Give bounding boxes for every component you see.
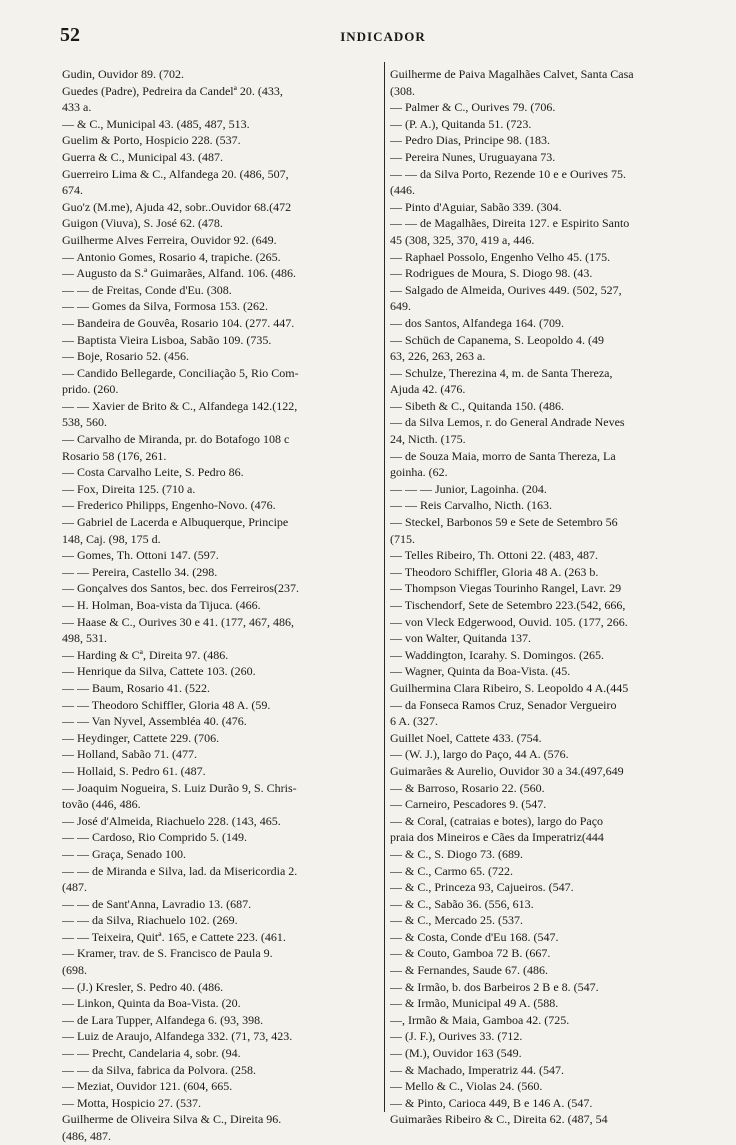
directory-entry-line: — & Barroso, Rosario 22. (560.: [390, 780, 545, 795]
directory-entry-line: (446.: [390, 183, 415, 198]
directory-entry-line: — von Walter, Quitanda 137.: [390, 631, 531, 646]
directory-entry-line: — Pereira Nunes, Uruguayana 73.: [390, 149, 556, 164]
directory-entry-line: Ajuda 42. (476.: [390, 382, 466, 397]
directory-entry-line: — Theodoro Schiffler, Gloria 48 A. (263 b.: [390, 564, 599, 579]
directory-entry-line: Guimarães & Aurelio, Ouvidor 30 a 34.(497,649: [390, 763, 624, 778]
directory-entry-line: — Pinto d'Aguiar, Sabão 339. (304.: [390, 199, 562, 214]
directory-entry-line: 148, Caj. (98, 175 d.: [62, 531, 161, 546]
directory-entry-line: — Raphael Possolo, Engenho Velho 45. (175.: [390, 249, 611, 264]
directory-entry-line: Gudin, Ouvidor 89. (702.: [62, 67, 184, 81]
directory-entry-line: Guimarães Ribeiro & C., Direita 62. (487, 54: [390, 1112, 608, 1127]
directory-entry-line: — — de Magalhães, Direita 127. e Espirito Santo: [390, 216, 630, 231]
directory-entry-line: 45 (308, 325, 370, 419 a, 446.: [390, 232, 535, 247]
directory-entry-line: — Heydinger, Cattete 229. (706.: [62, 730, 220, 745]
directory-entry-line: — & Costa, Conde d'Eu 168. (547.: [390, 929, 559, 944]
directory-entry-line: praia dos Mineiros e Cães da Imperatriz(444: [390, 830, 604, 845]
directory-entry-line: — Tischendorf, Sete de Setembro 223.(542, 666,: [390, 598, 626, 612]
directory-entry-line: — Fox, Direita 125. (710 a.: [62, 481, 196, 496]
directory-entry-line: 6 A. (327.: [390, 714, 438, 729]
column-divider: [384, 62, 385, 1112]
directory-entry-line: — Antonio Gomes, Rosario 4, trapiche. (265.: [62, 249, 281, 264]
directory-entry-line: 433 a.: [62, 100, 92, 115]
directory-entry-line: — Candido Bellegarde, Conciliação 5, Rio Com-: [62, 365, 299, 380]
directory-entry-line: — Holland, Sabão 71. (477.: [62, 747, 197, 762]
directory-entry-line: — (M.), Ouvidor 163 (549.: [390, 1046, 522, 1061]
directory-entry-line: — — Baum, Rosario 41. (522.: [62, 680, 210, 695]
directory-entry-line: — Frederico Philipps, Engenho-Novo. (476.: [62, 498, 276, 513]
directory-entry-line: — Waddington, Icarahy. S. Domingos. (265.: [390, 647, 605, 662]
directory-entry-line: — Wagner, Quinta da Boa-Vista. (45.: [390, 664, 571, 679]
directory-entry-line: — & Coral, (catraias e botes), largo do Paço: [390, 813, 604, 828]
directory-entry-line: — & Fernandes, Saude 67. (486.: [390, 963, 548, 978]
directory-entry-line: — — Pereira, Castello 34. (298.: [62, 564, 218, 579]
directory-entry-line: — & C., Municipal 43. (485, 487, 513.: [62, 116, 250, 131]
directory-entry-line: goinha. (62.: [390, 465, 448, 480]
directory-entry-line: — & C., S. Diogo 73. (689.: [390, 846, 524, 861]
running-title: INDICADOR: [340, 29, 426, 44]
directory-entry-line: — — Teixeira, Quitª. 165, e Cattete 223. (461.: [62, 929, 286, 944]
directory-entry-line: (486, 487.: [62, 1129, 111, 1143]
directory-entry-line: — — Reis Carvalho, Nicth. (163.: [390, 498, 552, 513]
directory-entry-line: — — Gomes da Silva, Formosa 153. (262.: [62, 299, 268, 314]
directory-entry-line: — & C., Princeza 93, Cajueiros. (547.: [390, 880, 574, 895]
directory-entry-line: — (P. A.), Quitanda 51. (723.: [390, 116, 532, 131]
directory-entry-line: — — — Junior, Lagoinha. (204.: [390, 481, 547, 496]
directory-entry-line: — Carvalho de Miranda, pr. do Botafogo 108 c: [62, 432, 290, 447]
directory-entry-line: — — Theodoro Schiffler, Gloria 48 A. (59.: [62, 697, 271, 712]
directory-entry-line: — & C., Sabão 36. (556, 613.: [390, 896, 534, 911]
directory-entry-line: — — Graça, Senado 100.: [62, 846, 186, 861]
directory-entry-line: 24, Nicth. (175.: [390, 432, 466, 447]
left-column: [62, 66, 381, 1145]
directory-entry-line: — Kramer, trav. de S. Francisco de Paula 9.: [62, 946, 273, 961]
directory-entry-line: — & Machado, Imperatriz 44. (547.: [390, 1062, 564, 1077]
directory-entry-line: — — de Sant'Anna, Lavradio 13. (687.: [62, 896, 252, 911]
directory-entry-line: — Schüch de Capanema, S. Leopoldo 4. (49: [390, 332, 604, 347]
directory-entry-line: — Costa Carvalho Leite, S. Pedro 86.: [62, 465, 244, 480]
directory-entry-line: — Sibeth & C., Quitanda 150. (486.: [390, 398, 564, 413]
directory-entry-line: 538, 560.: [62, 415, 107, 430]
directory-entry-line: — Telles Ribeiro, Th. Ottoni 22. (483, 487.: [390, 548, 599, 563]
directory-entry-line: Guerreiro Lima & C., Alfandega 20. (486, 507,: [62, 166, 289, 181]
directory-entry-line: — & Couto, Gamboa 72 B. (667.: [390, 946, 551, 961]
directory-entry-line: — Bandeira de Gouvêa, Rosario 104. (277. 447.: [62, 315, 295, 330]
page-header: [60, 24, 706, 54]
directory-entry-line: — Pedro Dias, Principe 98. (183.: [390, 133, 550, 148]
directory-entry-line: — de Souza Maia, morro de Santa Thereza, La: [390, 448, 616, 463]
directory-entry-line: Guilhermina Clara Ribeiro, S. Leopoldo 4 A.(445: [390, 680, 629, 695]
directory-entry-line: — Rodrigues de Moura, S. Diogo 98. (43.: [390, 266, 593, 281]
directory-entry-line: — Thompson Viegas Tourinho Rangel, Lavr. 29: [390, 581, 622, 596]
directory-entry-line: — da Silva Lemos, r. do General Andrade Neves: [390, 415, 625, 430]
directory-entry-line: — Augusto da S.ª Guimarães, Alfand. 106. (486.: [62, 266, 296, 281]
directory-entry-line: — — Cardoso, Rio Comprido 5. (149.: [62, 830, 247, 845]
directory-entry-line: — Henrique da Silva, Cattete 103. (260.: [62, 664, 256, 679]
directory-entry-line: — Meziat, Ouvidor 121. (604, 665.: [62, 1079, 233, 1094]
directory-entry-line: — (J. F.), Ourives 33. (712.: [390, 1029, 523, 1044]
directory-entry-line: — — de Freitas, Conde d'Eu. (308.: [62, 282, 232, 297]
page-number: 52: [60, 24, 80, 46]
directory-entry-line: — Palmer & C., Ourives 79. (706.: [390, 100, 556, 115]
directory-entry-line: Guilherme de Paiva Magalhães Calvet, Santa Casa: [390, 67, 634, 81]
directory-entry-line: — (W. J.), largo do Paço, 44 A. (576.: [390, 747, 569, 762]
directory-entry-line: — Harding & Cª, Direita 97. (486.: [62, 647, 229, 662]
directory-entry-line: Guigon (Viuva), S. José 62. (478.: [62, 216, 223, 231]
directory-entry-line: — Gonçalves dos Santos, bec. dos Ferreiros(237.: [62, 581, 299, 596]
directory-entry-line: — — da Silva, fabrica da Polvora. (258.: [62, 1062, 256, 1077]
right-column: [390, 66, 730, 1128]
directory-entry-line: Rosario 58 (176, 261.: [62, 448, 167, 463]
directory-entry-line: — Boje, Rosario 52. (456.: [62, 349, 189, 364]
directory-entry-line: — — da Silva Porto, Rezende 10 e e Ourives 75.: [390, 166, 626, 181]
directory-entry-line: prido. (260.: [62, 382, 119, 397]
directory-entry-line: — Baptista Vieira Lisboa, Sabão 109. (735.: [62, 332, 272, 347]
directory-entry-line: — Luiz de Araujo, Alfandega 332. (71, 73, 423.: [62, 1029, 293, 1044]
directory-entry-line: — H. Holman, Boa-vista da Tijuca. (466.: [62, 598, 261, 612]
directory-entry-line: — & Pinto, Carioca 449, B e 146 A. (547.: [390, 1095, 593, 1110]
directory-entry-line: — & C., Mercado 25. (537.: [390, 913, 523, 928]
directory-entry-line: Guilherme Alves Ferreira, Ouvidor 92. (649.: [62, 232, 277, 247]
directory-entry-line: Guerra & C., Municipal 43. (487.: [62, 149, 223, 164]
directory-entry-line: —, Irmão & Maia, Gamboa 42. (725.: [390, 1012, 570, 1027]
directory-entry-line: Guilherme de Oliveira Silva & C., Direita 96.: [62, 1112, 282, 1127]
directory-entry-line: — da Fonseca Ramos Cruz, Senador Vergueiro: [390, 697, 617, 712]
directory-entry-line: — Mello & C., Violas 24. (560.: [390, 1079, 543, 1094]
directory-entry-line: — von Vleck Edgerwood, Ouvid. 105. (177, 266.: [390, 614, 628, 629]
directory-entry-line: (715.: [390, 531, 415, 546]
directory-entry-line: — Gabriel de Lacerda e Albuquerque, Principe: [62, 515, 289, 530]
directory-entry-line: (308.: [390, 83, 415, 98]
directory-entry-line: — (J.) Kresler, S. Pedro 40. (486.: [62, 979, 224, 994]
directory-entry-line: Guedes (Padre), Pedreira da Candelª 20. (433,: [62, 83, 283, 98]
directory-entry-line: — Steckel, Barbonos 59 e Sete de Setembro 56: [390, 515, 618, 530]
directory-entry-line: 674.: [62, 183, 83, 198]
directory-entry-line: Guo'z (M.me), Ajuda 42, sobr..Ouvidor 68.(472: [62, 199, 292, 214]
directory-entry-line: — — de Miranda e Silva, lad. da Misericordia 2.: [62, 863, 298, 878]
directory-entry-line: — — da Silva, Riachuelo 102. (269.: [62, 913, 238, 928]
directory-entry-line: — & C., Carmo 65. (722.: [390, 863, 513, 878]
directory-entry-line: — Hollaid, S. Pedro 61. (487.: [62, 763, 206, 778]
directory-entry-line: 649.: [390, 299, 411, 314]
directory-entry-line: — — Precht, Candelaria 4, sobr. (94.: [62, 1046, 241, 1061]
directory-entry-line: — José d'Almeida, Riachuelo 228. (143, 465.: [62, 813, 281, 828]
directory-entry-line: — Salgado de Almeida, Ourives 449. (502, 527,: [390, 282, 622, 297]
directory-entry-line: — Schulze, Therezina 4, m. de Santa Thereza,: [390, 365, 613, 380]
directory-entry-line: — Motta, Hospicio 27. (537.: [62, 1095, 201, 1110]
directory-entry-line: (487.: [62, 880, 87, 895]
directory-entry-line: — & Irmão, Municipal 49 A. (588.: [390, 996, 559, 1011]
directory-entry-line: 63, 226, 263, 263 a.: [390, 349, 486, 364]
directory-entry-line: — Gomes, Th. Ottoni 147. (597.: [62, 548, 219, 563]
directory-entry-line: — — Xavier de Brito & C., Alfandega 142.(122,: [62, 398, 298, 413]
directory-entry-line: — — Van Nyvel, Assembléa 40. (476.: [62, 714, 247, 729]
directory-entry-line: — Joaquim Nogueira, S. Luiz Durão 9, S. Chris-: [62, 780, 297, 795]
directory-entry-line: — & Irmão, b. dos Barbeiros 2 B e 8. (547.: [390, 979, 599, 994]
directory-entry-line: — Carneiro, Pescadores 9. (547.: [390, 797, 547, 812]
directory-entry-line: Guelim & Porto, Hospicio 228. (537.: [62, 133, 241, 148]
directory-entry-line: Guillet Noel, Cattete 433. (754.: [390, 730, 542, 745]
directory-entry-line: 498, 531.: [62, 631, 107, 646]
directory-entry-line: — dos Santos, Alfandega 164. (709.: [390, 315, 564, 330]
directory-entry-line: — Linkon, Quinta da Boa-Vista. (20.: [62, 996, 241, 1011]
directory-entry-line: tovão (446, 486.: [62, 797, 141, 812]
directory-entry-line: — de Lara Tupper, Alfandega 6. (93, 398.: [62, 1012, 264, 1027]
directory-entry-line: (698.: [62, 963, 87, 978]
directory-entry-line: — Haase & C., Ourives 30 e 41. (177, 467, 486,: [62, 614, 294, 629]
